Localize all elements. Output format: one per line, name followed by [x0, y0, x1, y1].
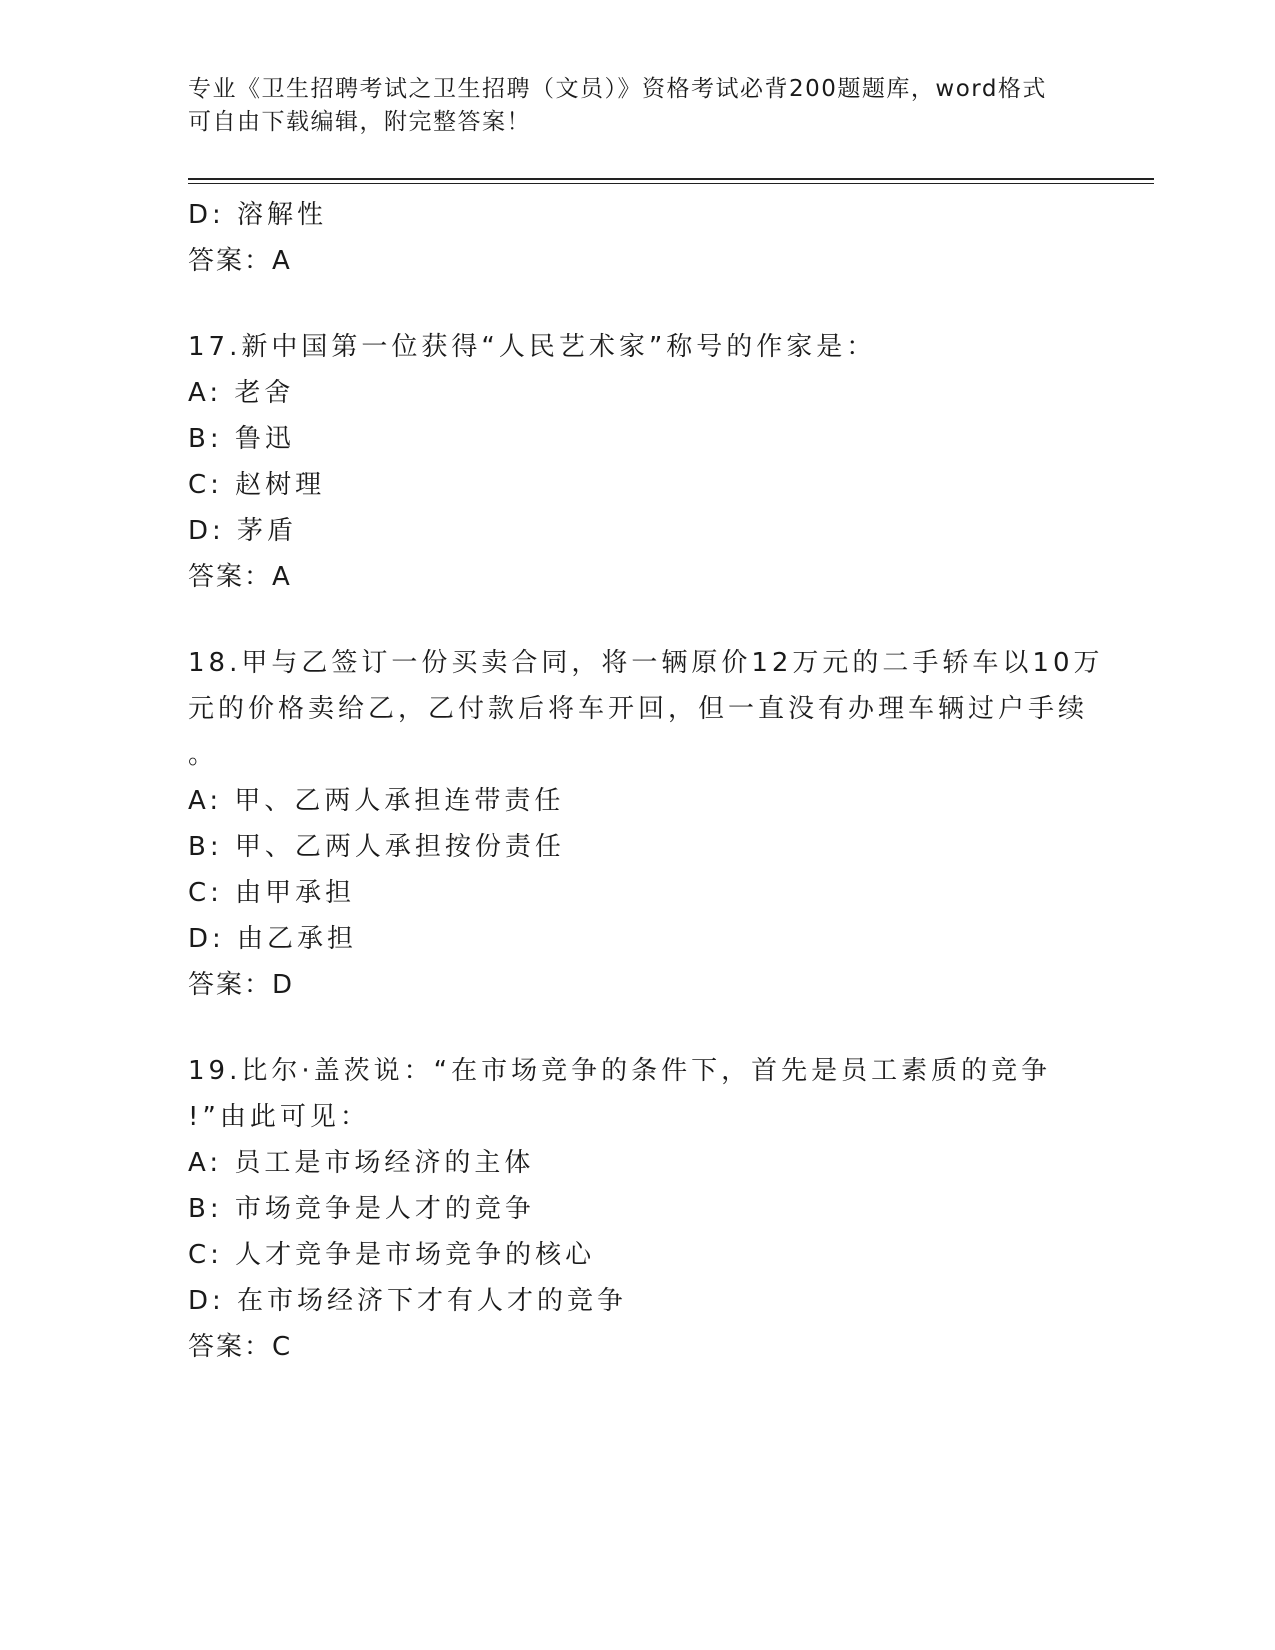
question-stem-line: !”由此可见：: [188, 1102, 370, 1132]
option-b: B: 市场竞争是人才的竞争: [188, 1194, 535, 1224]
option-a: A: 老舍: [188, 378, 295, 408]
header-line-2: 可自由下载编辑，附完整答案！: [188, 109, 531, 135]
question-stem-line: 元的价格卖给乙，乙付款后将车开回，但一直没有办理车辆过户手续: [188, 694, 1089, 724]
answer-line: 答案：D: [188, 970, 295, 1000]
document-header: [188, 73, 1088, 139]
question-stem-line: 19.比尔·盖茨说：“在市场竞争的条件下，首先是员工素质的竞争: [188, 1056, 1052, 1086]
option-d: D: 在市场经济下才有人才的竞争: [188, 1286, 628, 1316]
answer-line: 答案：C: [188, 1332, 293, 1362]
option-b: B: 鲁迅: [188, 424, 295, 454]
question-block: [188, 324, 1078, 600]
answer-line: 答案：A: [188, 246, 292, 276]
option-d: D: 由乙承担: [188, 924, 358, 954]
header-divider-thin: [188, 183, 1154, 184]
question-stem-line: 。: [188, 740, 219, 770]
option-d: D: 茅盾: [188, 516, 298, 546]
option-c: C: 赵树理: [188, 470, 326, 500]
header-line-1: 专业《卫生招聘考试之卫生招聘（文员）》资格考试必背200题题库，word格式: [188, 76, 1047, 102]
question-block: [188, 1048, 1078, 1370]
option-c: C: 由甲承担: [188, 878, 356, 908]
document-body: [188, 192, 1104, 1370]
option-a: A: 甲、乙两人承担连带责任: [188, 786, 565, 816]
answer-line: 答案：A: [188, 562, 292, 592]
option-a: A: 员工是市场经济的主体: [188, 1148, 535, 1178]
question-block: [188, 640, 1104, 1008]
question-stem: 17.新中国第一位获得“人民艺术家”称号的作家是：: [188, 332, 877, 362]
option-b: B: 甲、乙两人承担按份责任: [188, 832, 565, 862]
option-c: C: 人才竞争是市场竞争的核心: [188, 1240, 596, 1270]
option-d: D: 溶解性: [188, 200, 328, 230]
header-divider-thick: [188, 178, 1154, 180]
question-stem-line: 18.甲与乙签订一份买卖合同，将一辆原价12万元的二手轿车以10万: [188, 648, 1104, 678]
